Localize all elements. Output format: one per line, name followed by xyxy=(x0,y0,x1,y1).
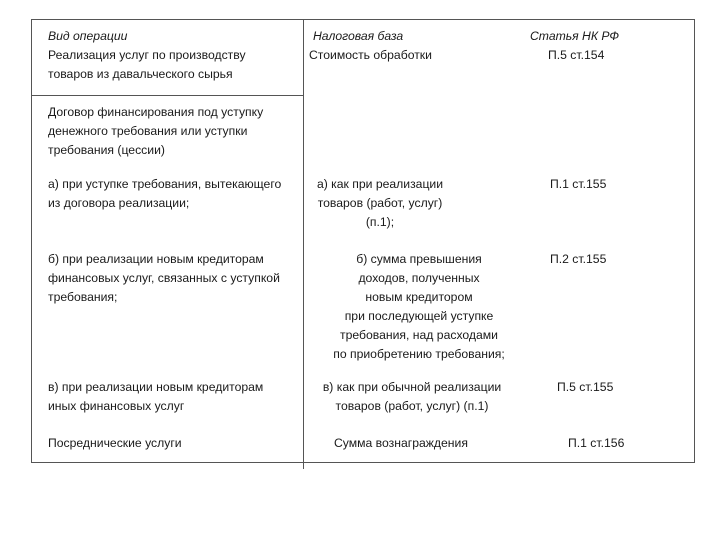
row-divider xyxy=(31,95,303,96)
row-2-operation: Договор финансирования под уступку денежного требования или уступки требования (цессии) xyxy=(48,105,264,157)
row-5-article: П.5 ст.155 xyxy=(557,380,614,394)
row-1-article: П.5 ст.154 xyxy=(548,48,605,62)
row-1-base: Стоимость обработки xyxy=(309,48,432,62)
row-3-base: а) как при реализации товаров (работ, услуг) (п.1); xyxy=(316,177,444,229)
row-6-article: П.1 ст.156 xyxy=(568,436,625,450)
row-4-base: б) сумма превышения доходов, полученных новым кредитором при последующей уступке требования, над расходами по приобретению требования; xyxy=(333,252,505,361)
row-3-operation: а) при уступке требования, вытекающего из договора реализации; xyxy=(48,177,282,210)
row-6-base: Сумма вознаграждения xyxy=(334,436,468,450)
row-5-base: в) как при обычной реализации товаров (работ, услуг) (п.1) xyxy=(322,380,502,413)
row-5-operation: в) при реализации новым кредиторам иных финансовых услуг xyxy=(48,380,264,413)
header-operation: Вид операции xyxy=(48,29,128,43)
row-3-article: П.1 ст.155 xyxy=(550,177,607,191)
row-1-operation: Реализация услуг по производству товаров из давальческого сырья xyxy=(48,48,246,81)
header-article: Статья НК РФ xyxy=(530,29,620,43)
row-4-article: П.2 ст.155 xyxy=(550,252,607,266)
row-6-operation: Посреднические услуги xyxy=(48,436,182,450)
header-base: Налоговая база xyxy=(313,29,404,43)
column-divider xyxy=(303,19,304,469)
row-4-operation: б) при реализации новым кредиторам финансовых услуг, связанных с уступкой требования; xyxy=(48,252,280,304)
